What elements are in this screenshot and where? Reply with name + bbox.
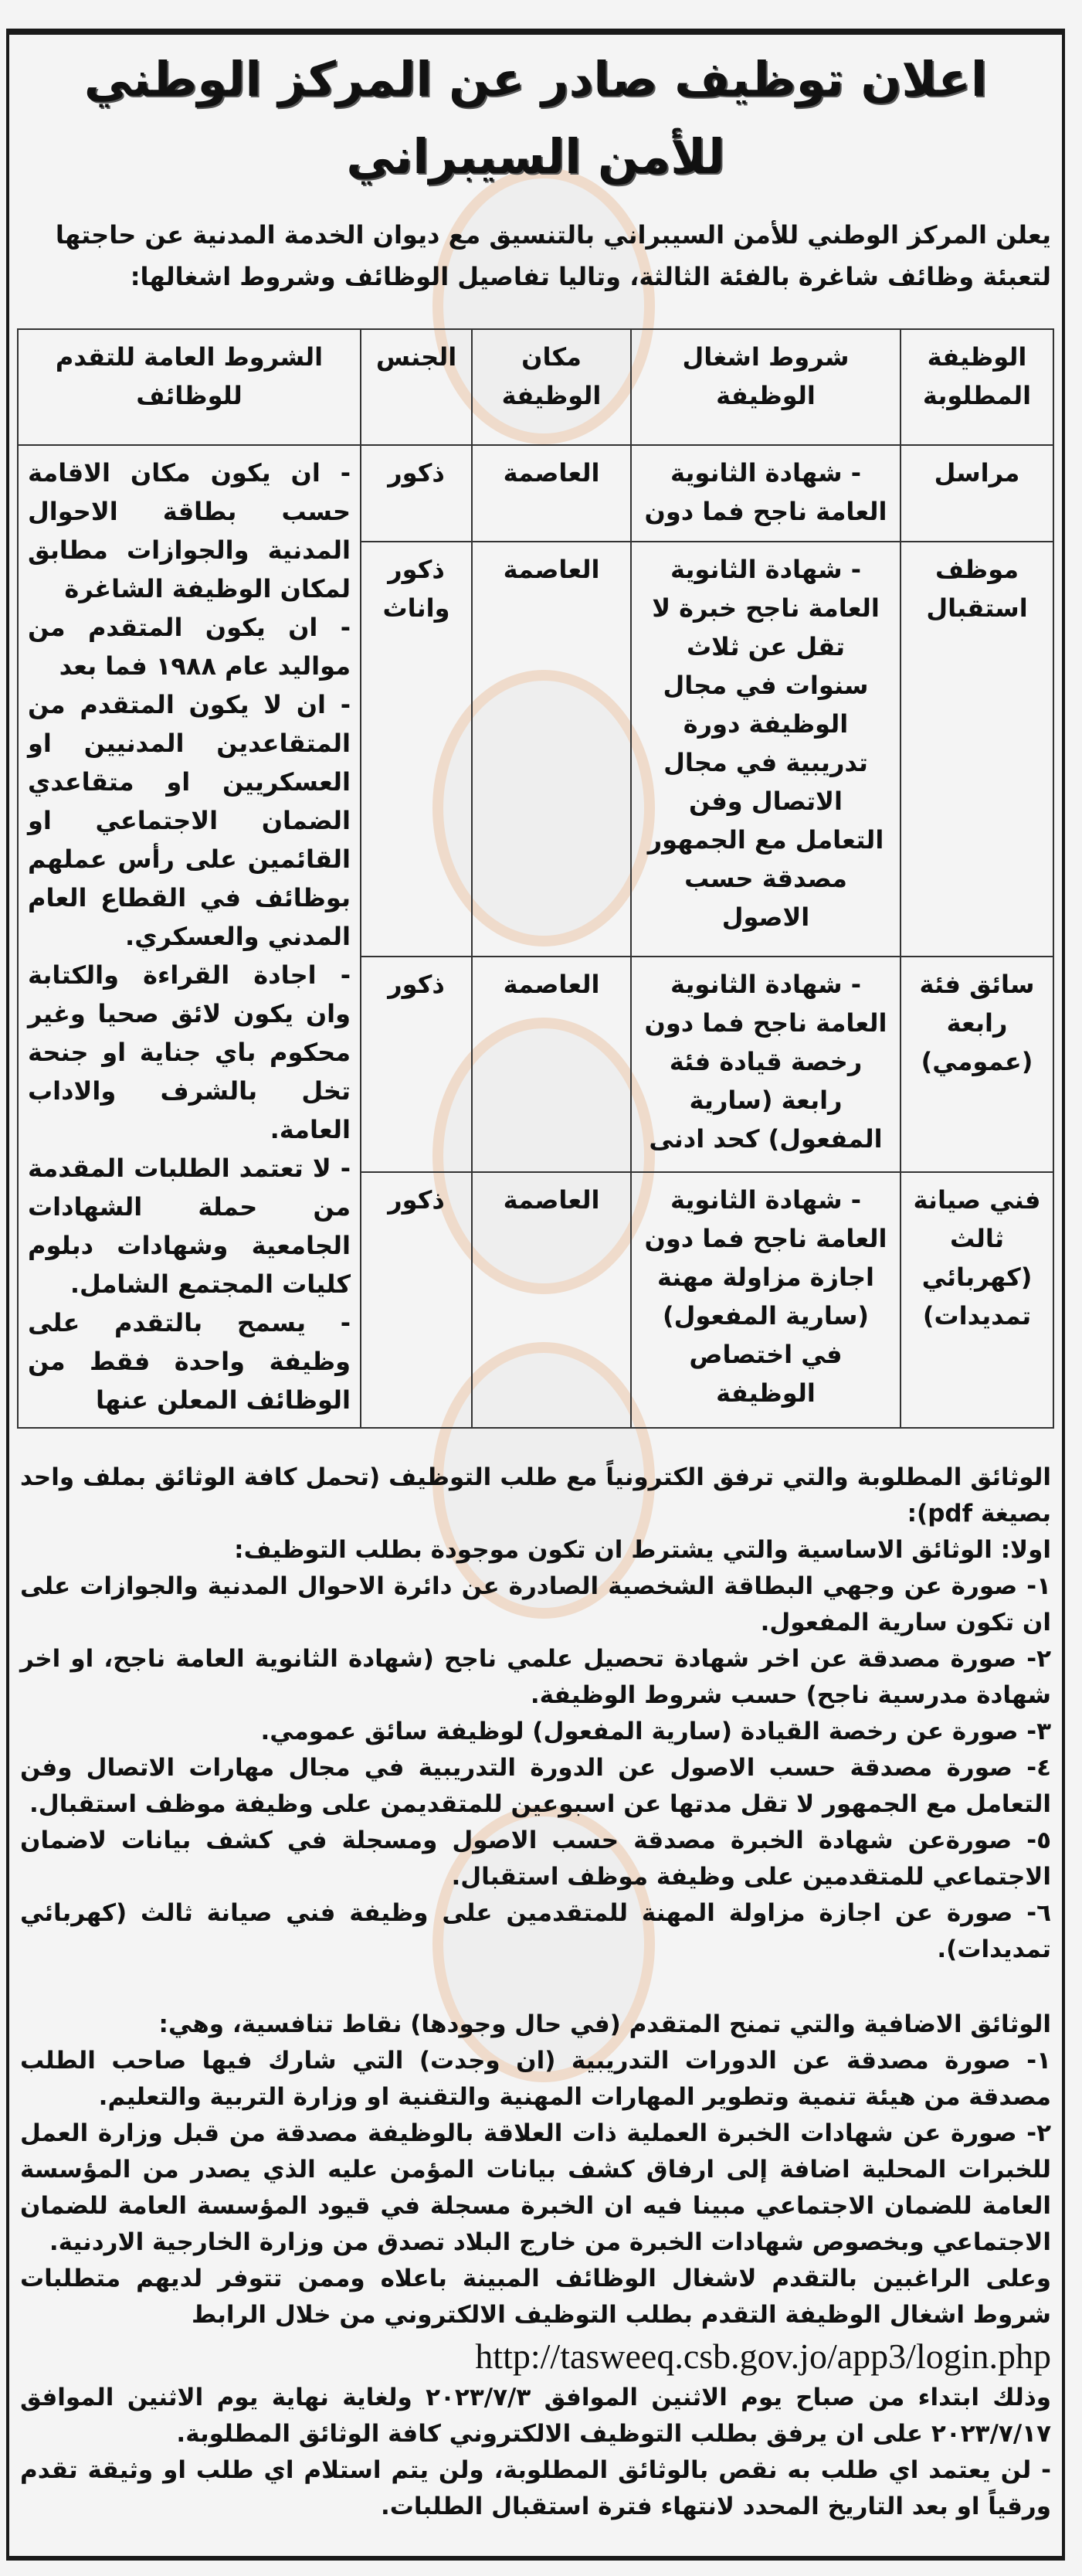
document-item: ٢- صورة عن شهادات الخبرة العملية ذات العلاقة بالوظيفة مصدقة من قبل وزارة العمل للخبرات المحلية اضافة إلى ارفاق كشف بيانات المؤمن عليه الذي يصدر من المؤسسة العامة للضمان الاجتماعي مبينا فيه ان الخبرة مسجلة في قيود المؤسسة العامة للضمان الاجتماعي وبخصوص شهادات الخبرة من خارج البلاد تصدق من وزارة الخارجية الاردنية. [20, 2119, 1051, 2256]
gender-cell: ذكور [361, 957, 472, 1172]
header-conditions: شروط اشغال الوظيفة [631, 329, 901, 445]
place-cell: العاصمة [472, 957, 631, 1172]
intro-paragraph: يعلن المركز الوطني للأمن السيبراني بالتنسيق مع ديوان الخدمة المدنية عن حاجتها لتعبئة وظائف شاغرة بالفئة الثالثة، وتاليا تفاصيل الوظائف وشروط اشغالها: [55, 220, 1051, 291]
document-item: ١- صورة مصدقة عن الدورات التدريبية (ان وجدت) التي شارك فيها صاحب الطلب مصدقة من هيئة تنمية وتطوير المهارات المهنية والتقنية او وزارة التربية والتعليم. [20, 2047, 1051, 2111]
document-item: ٣- صورة عن رخصة القيادة (سارية المفعول) لوظيفة سائق عمومي. [260, 1718, 1051, 1745]
header-general-conditions: الشروط العامة للتقدم للوظائف [18, 329, 361, 445]
application-link-line [20, 2333, 1051, 2380]
general-condition: - لا تعتمد الطلبات المقدمة من حملة الشهادات الجامعية وشهادات دبلوم كليات المجتمع الشامل. [28, 1154, 351, 1299]
conditions-cell: - شهادة الثانوية العامة ناجح فما دون [631, 445, 901, 542]
header-job: الوظيفة المطلوبة [901, 329, 1053, 445]
document-item: ٦- صورة عن اجازة مزاولة المهنة للمتقدمين على وظيفة فني صيانة ثالث (كهربائي تمديدات). [20, 1899, 1051, 1963]
job-cell: موظف استقبال [901, 542, 1053, 956]
table-row [18, 445, 1053, 542]
dates-text: وذلك ابتداء من صباح يوم الاثنين الموافق ٢٠٢٣/٧/٣ ولغاية نهاية يوم الاثنين الموافق ٢٠٢٣/٧/١٧ على ان يرفق بطلب التوظيف الالكتروني كافة الوثائق المطلوبة. [20, 2384, 1051, 2448]
gender-cell: ذكور [361, 1172, 472, 1428]
job-cell: فني صيانة ثالث (كهربائي تمديدات) [901, 1172, 1053, 1428]
header-place: مكان الوظيفة [472, 329, 631, 445]
documents-intro: الوثائق المطلوبة والتي ترفق الكترونياً مع طلب التوظيف (تحمل كافة الوثائق بملف واحد بصيغة pdf): [20, 1463, 1051, 1528]
place-cell: العاصمة [472, 1172, 631, 1428]
gender-cell: ذكور [361, 445, 472, 542]
table-header-row [18, 329, 1053, 445]
job-cell: سائق فئة رابعة (عمومي) [901, 957, 1053, 1172]
header-gender: الجنس [361, 329, 472, 445]
general-conditions-cell [18, 445, 361, 1428]
place-cell: العاصمة [472, 445, 631, 542]
conditions-cell: - شهادة الثانوية العامة ناجح فما دون رخصة قيادة فئة رابعة (سارية المفعول) كحد ادنى [631, 957, 901, 1172]
application-link[interactable]: http://tasweeq.csb.gov.jo/app3/login.php [475, 2336, 1051, 2376]
apply-instructions: وعلى الراغبين بالتقدم لاشغال الوظائف المبينة باعلاه وممن تتوفر لديهم متطلبات شروط اشغال الوظيفة التقدم بطلب التوظيف الالكتروني من خلال الرابط [20, 2265, 1051, 2329]
place-cell: العاصمة [472, 542, 631, 956]
general-condition: - ان يكون المتقدم من مواليد عام ١٩٨٨ فما بعد [28, 613, 351, 681]
document-item: ٤- صورة مصدقة حسب الاصول عن الدورة التدريبية في مجال مهارات الاتصال وفن التعامل مع الجمهور لا تقل مدتها عن اسبوعين للمتقديمن على وظيفة موظف استقبال. [20, 1754, 1051, 1818]
jobs-table [17, 328, 1054, 1429]
general-condition: - ان يكون مكان الاقامة حسب بطاقة الاحوال المدنية والجوازات مطابق لمكان الوظيفة الشاغرة [28, 458, 351, 603]
document-item: ٢- صورة مصدقة عن اخر شهادة تحصيل علمي ناجح (شهادة الثانوية العامة ناجح، او اخر شهادة مدرسية ناجح) حسب شروط الوظيفة. [20, 1645, 1051, 1709]
page-title: اعلان توظيف صادر عن المركز الوطني للأمن السيبراني [83, 51, 988, 185]
gender-cell: ذكور واناث [361, 542, 472, 956]
conditions-cell: - شهادة الثانوية العامة ناجح خبرة لا تقل عن ثلاث سنوات في مجال الوظيفة دورة تدريبية في مجال الاتصال وفن التعامل مع الجمهور مصدقة حسب الاصول [631, 542, 901, 956]
general-condition: - اجادة القراءة والكتابة وان يكون لائق صحيا وغير محكوم باي جناية او جنحة تخل بالشرف والاداب العامة. [28, 960, 351, 1144]
general-condition: - يسمح بالتقدم على وظيفة واحدة فقط من الوظائف المعلن عنها [28, 1308, 351, 1415]
documents-section [17, 1460, 1054, 2525]
basic-documents-heading: اولا: الوثائق الاساسية والتي يشترط ان تكون موجودة بطلب التوظيف: [234, 1536, 1051, 1564]
document-item: ٥- صورةعن شهادة الخبرة مصدقة حسب الاصول ومسجلة في كشف بيانات لاضمان الاجتماعي للمتقدمين على وظيفة موظف استقبال. [20, 1827, 1051, 1891]
conditions-cell: - شهادة الثانوية العامة ناجح فما دون اجازة مزاولة مهنة (سارية المفعول) في اختصاص الوظيفة [631, 1172, 901, 1428]
additional-documents-heading: الوثائق الاضافية والتي تمنح المتقدم (في حال وجودها) نقاط تنافسية، وهي: [158, 2010, 1051, 2038]
general-condition: - ان لا يكون المتقدم من المتقاعدين المدنيين او العسكريين او متقاعدي الضمان الاجتماعي او القائمين على رأس عملهم بوظائف في القطاع العام المدني والعسكري. [28, 690, 351, 951]
announcement [6, 29, 1065, 2561]
closing-note: - لن يعتمد اي طلب به نقص بالوثائق المطلوبة، ولن يتم استلام اي طلب او وثيقة تقدم ورقياً او بعد التاريخ المحدد لانتهاء فترة استقبال الطلبات. [20, 2456, 1051, 2520]
job-cell: مراسل [901, 445, 1053, 542]
document-item: ١- صورة عن وجهي البطاقة الشخصية الصادرة عن دائرة الاحوال المدنية والجوازات على ان تكون سارية المفعول. [20, 1572, 1051, 1636]
